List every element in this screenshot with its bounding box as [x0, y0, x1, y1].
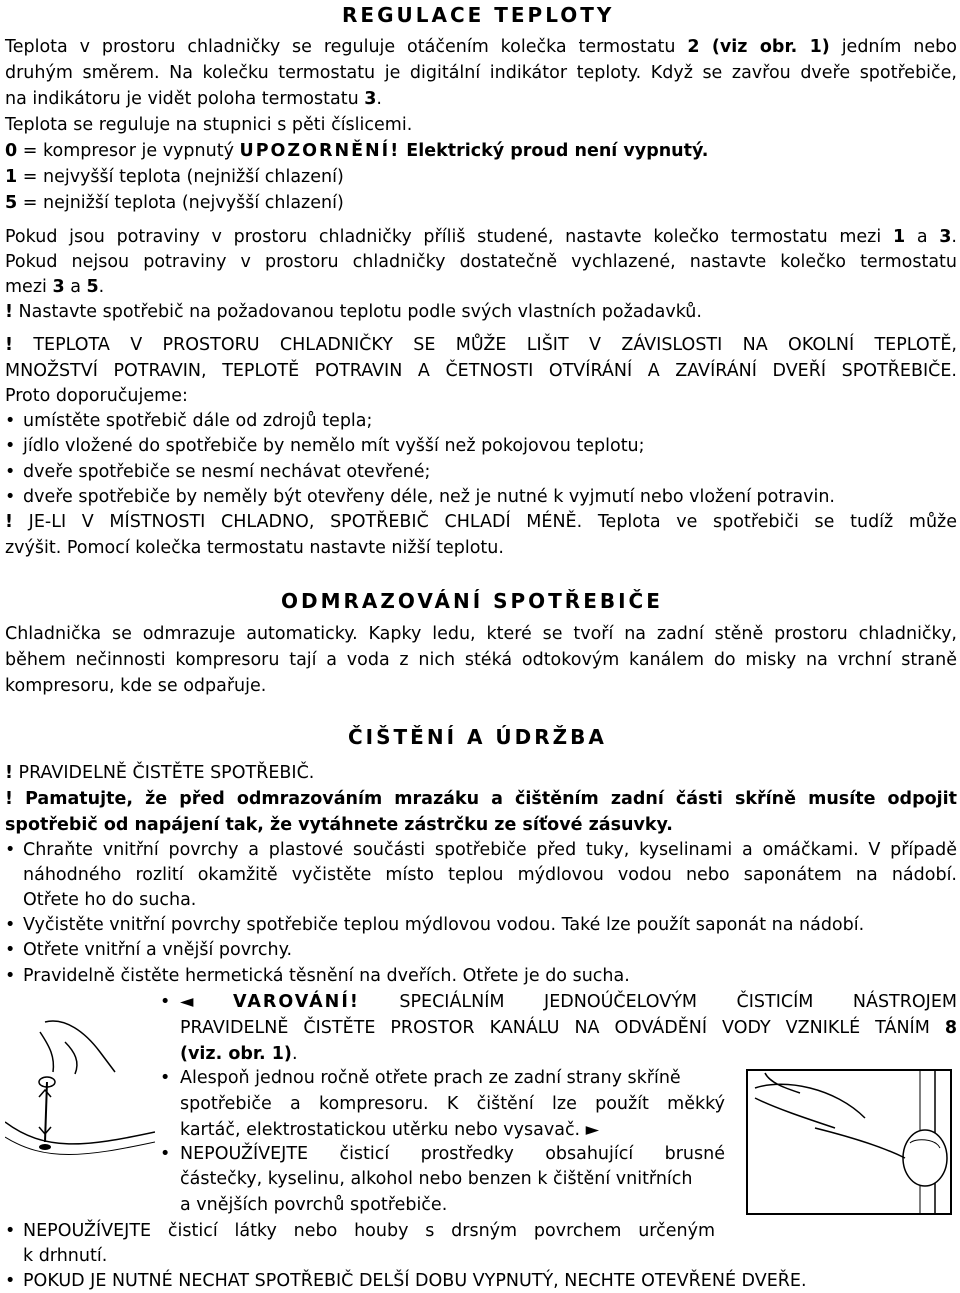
bold-span: Pamatujte, že před odmrazováním mrazáku a čištěním zadní části skříně musíte odpojit	[12, 789, 957, 809]
text-line: Chladnička se odmrazuje automaticky. Kapky ledu, které se tvoří na zadní stěně prostoru chladničky,	[5, 624, 957, 644]
exclamation-mark: !	[5, 302, 13, 322]
text-span: = nejnižší teplota (nejvyšší chlazení)	[17, 193, 344, 213]
bullet-icon: •	[5, 1271, 16, 1291]
bullet-icon: •	[5, 487, 16, 507]
list-item-text: spotřebiče a kompresoru. K čištění lze použít měkký	[180, 1094, 725, 1114]
text-span: a	[905, 227, 940, 247]
text-span: SPECIÁLNÍM JEDNOÚČELOVÝM ČISTICÍM NÁSTROJEM	[359, 992, 957, 1012]
text-line	[5, 275, 104, 299]
bullet-icon: •	[160, 1068, 171, 1088]
list-item-text: Otřete vnitřní a vnější povrchy.	[23, 940, 293, 960]
warning-line-1	[180, 990, 957, 1014]
scale-number: 0	[5, 141, 18, 161]
bold-span: 1	[892, 227, 906, 247]
bullet-icon: •	[5, 411, 16, 431]
list-item-text: dveře spotřebiče by neměly být otevřeny déle, než je nutné k vyjmutí nebo vložení potravin.	[23, 487, 835, 507]
arrow-left-icon: ◄	[180, 992, 194, 1012]
text-line	[5, 87, 382, 111]
text-line: druhým směrem. Na kolečku termostatu je digitální indikátor teploty. Když se zavřou dveře spotřebiče,	[5, 63, 957, 83]
scale-number: 1	[5, 167, 18, 187]
text-line	[5, 813, 673, 837]
list-item-text: Alespoň jednou ročně otřete prach ze zadní strany skříně	[180, 1068, 681, 1088]
list-item-text: kartáč, elektrostatickou utěrku nebo vysavač. ►	[180, 1120, 600, 1140]
list-item-text: a vnějších povrchů spotřebiče.	[180, 1195, 448, 1215]
text-line: MNOŽSTVÍ POTRAVIN, TEPLOTĚ POTRAVIN A ČETNOSTI OTVÍRÁNÍ A ZAVÍRÁNÍ DVEŘÍ SPOTŘEBIČE.	[5, 361, 957, 381]
text-line	[5, 510, 957, 534]
list-item-text: Pravidelně čistěte hermetická těsnění na dveřích. Otřete je do sucha.	[23, 966, 630, 986]
bold-span: Elektrický proud není vypnutý.	[400, 141, 709, 161]
text-line	[5, 333, 957, 357]
text-span: TEPLOTA V PROSTORU CHLADNIČKY SE MŮŽE LIŠIT V ZÁVISLOSTI NA OKOLNÍ TEPLOTĚ,	[12, 335, 957, 355]
text-line: Proto doporučujeme:	[5, 386, 188, 406]
bold-span: 3	[364, 89, 377, 109]
text-span: JE-LI V MÍSTNOSTI CHLADNO, SPOTŘEBIČ CHLADÍ MÉNĚ. Teplota ve spotřebiči se tudíž může	[12, 512, 957, 532]
text-span: .	[98, 277, 105, 297]
bold-span: spotřebič od napájení tak, že vytáhnete zástrčku ze síťové zásuvky.	[5, 815, 673, 835]
bullet-icon: •	[5, 1221, 16, 1241]
section-title-cleaning: ČIŠTĚNÍ A ÚDRŽBA	[348, 725, 607, 749]
list-item-text: NEPOUŽÍVEJTE čisticí látky nebo houby s drsným povrchem určeným	[23, 1221, 715, 1241]
list-item-text: k drhnutí.	[23, 1246, 108, 1266]
text-span: na indikátoru je vidět poloha termostatu	[5, 89, 365, 109]
text-line: Pokud nejsou potraviny v prostoru chladničky dostatečně vychlazené, nastavte kolečko termostatu	[5, 252, 957, 272]
warning-line-3	[180, 1042, 298, 1066]
bullet-icon: •	[5, 436, 16, 456]
scale-row-0	[5, 139, 708, 163]
text-line: Teplota se reguluje na stupnici s pěti číslicemi.	[5, 115, 413, 135]
text-span: Nastavte spotřebič na požadovanou teplotu podle svých vlastních požadavků.	[12, 302, 702, 322]
exclamation-mark: !	[5, 335, 13, 355]
warning-line-2	[180, 1016, 957, 1040]
text-span: PRAVIDELNĚ ČISTĚTE PROSTOR KANÁLU NA ODVÁDĚNÍ VODY VZNIKLÉ TÁNÍM	[180, 1018, 945, 1038]
list-item-text: Vyčistěte vnitřní povrchy spotřebiče teplou mýdlovou vodou. Také lze použít saponát na nádobí.	[23, 915, 865, 935]
text-line	[5, 300, 702, 324]
text-span: .	[291, 1044, 298, 1064]
list-item-text: Otřete ho do sucha.	[23, 890, 197, 910]
exclamation-mark: !	[5, 763, 13, 783]
text-span: = kompresor je vypnutý	[17, 141, 240, 161]
bullet-icon: •	[5, 915, 16, 935]
scale-row-1	[5, 165, 344, 189]
text-span: Pokud jsou potraviny v prostoru chladničky příliš studené, nastavte kolečko termostatu mezi	[5, 227, 893, 247]
bullet-icon: •	[160, 1144, 171, 1164]
bold-span: 5	[86, 277, 99, 297]
list-item-text: umístěte spotřebič dále od zdrojů tepla;	[23, 411, 373, 431]
exclamation-mark: !	[5, 512, 13, 532]
text-span: = nejvyšší teplota (nejnižší chlazení)	[17, 167, 344, 187]
text-span: a	[64, 277, 87, 297]
bold-span: (viz. obr. 1)	[180, 1044, 292, 1064]
text-line: kompresoru, kde se odpařuje.	[5, 676, 267, 696]
bold-span: 3	[52, 277, 65, 297]
back-cleaning-illustration	[745, 1068, 955, 1218]
bold-span: 2 (viz obr. 1)	[687, 37, 830, 57]
text-line	[5, 35, 957, 59]
text-span: .	[376, 89, 382, 109]
text-span: .	[951, 227, 957, 247]
bullet-icon: •	[160, 992, 171, 1012]
bullet-icon: •	[5, 966, 16, 986]
text-line	[5, 787, 957, 811]
bullet-icon: •	[5, 940, 16, 960]
section-title-defrosting: ODMRAZOVÁNÍ SPOTŘEBIČE	[281, 589, 663, 613]
text-line	[5, 225, 957, 249]
section-title-temperature: REGULACE TEPLOTY	[342, 3, 615, 27]
bold-span: 8	[944, 1018, 957, 1038]
list-item-text: náhodného rozlití okamžitě vyčistěte místo teplou mýdlovou vodou nebo saponátem na nádobí.	[23, 865, 957, 885]
list-item-text: jídlo vložené do spotřebiče by nemělo mít vyšší než pokojovou teplotu;	[23, 436, 645, 456]
list-item-text: POKUD JE NUTNÉ NECHAT SPOTŘEBIČ DELŠÍ DOBU VYPNUTÝ, NECHTE OTEVŘENÉ DVEŘE.	[23, 1271, 807, 1291]
text-line	[5, 761, 314, 785]
warning-label: UPOZORNĚNÍ!	[239, 141, 401, 161]
bold-span: 3	[939, 227, 952, 247]
list-item-text: částečky, kyselinu, alkohol nebo benzen k čištění vnitřních	[180, 1169, 693, 1189]
text-span: mezi	[5, 277, 53, 297]
cleaning-tool-illustration	[5, 1002, 155, 1162]
text-span: Teplota v prostoru chladničky se reguluje otáčením kolečka termostatu	[5, 37, 688, 57]
text-span: PRAVIDELNĚ ČISTĚTE SPOTŘEBIČ.	[12, 763, 315, 783]
text-line: zvýšit. Pomocí kolečka termostatu nastavte nižší teplotu.	[5, 538, 504, 558]
list-item-text: dveře spotřebiče se nesmí nechávat otevřené;	[23, 462, 431, 482]
text-span: jedním nebo	[829, 37, 957, 57]
scale-number: 5	[5, 193, 18, 213]
bullet-icon: •	[5, 462, 16, 482]
scale-row-5	[5, 191, 344, 215]
list-item-text: Chraňte vnitřní povrchy a plastové součásti spotřebiče před tuky, kyselinami a omáčkami. V případě	[23, 840, 957, 860]
warning-label: VAROVÁNÍ!	[233, 992, 360, 1012]
text-line: během nečinnosti kompresoru tají a voda z nich stéká odtokovým kanálem do misky na vrchní straně	[5, 650, 957, 670]
bullet-icon: •	[5, 840, 16, 860]
exclamation-mark: !	[5, 789, 13, 809]
list-item-text: NEPOUŽÍVEJTE čisticí prostředky obsahující brusné	[180, 1144, 725, 1164]
